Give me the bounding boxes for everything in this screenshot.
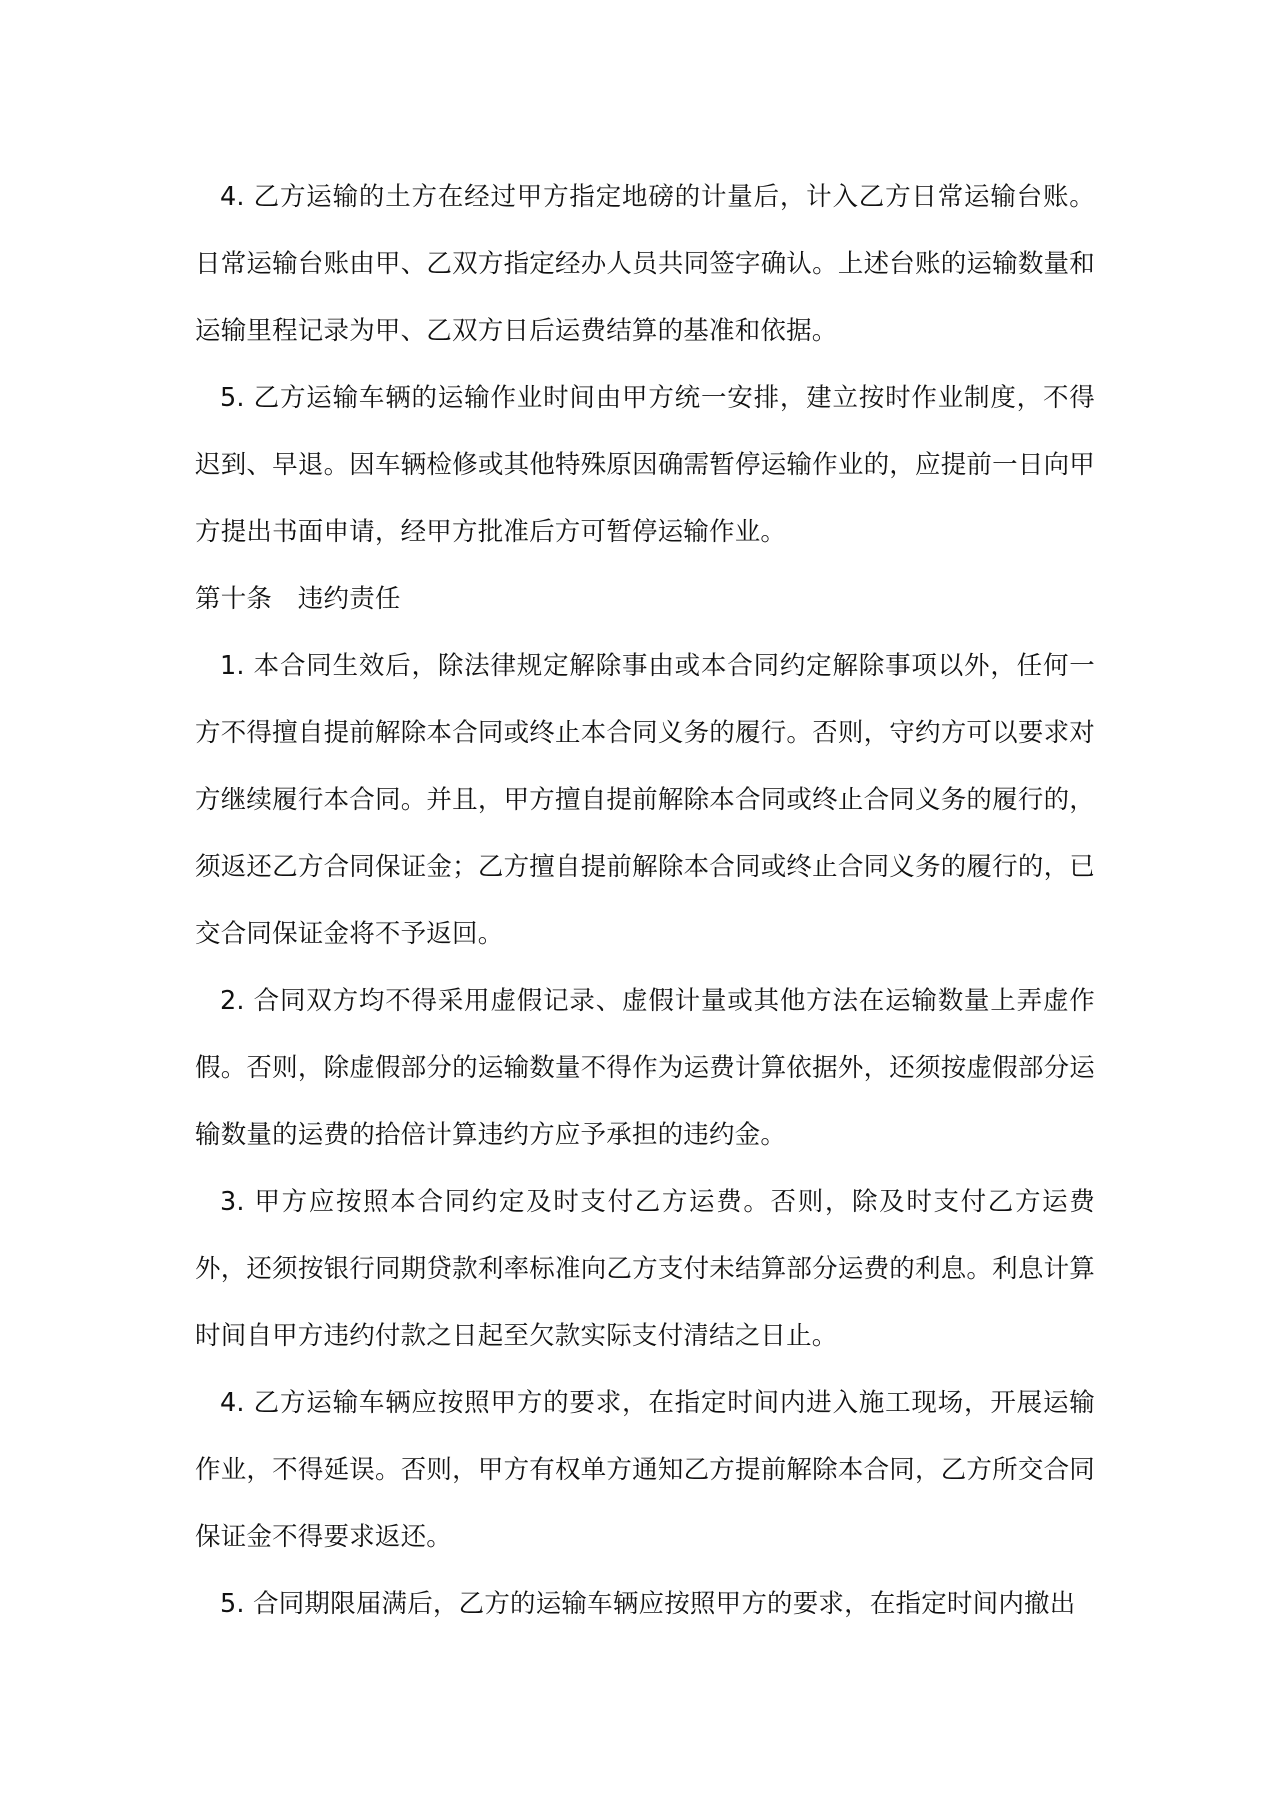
section-heading: 第十条 违约责任: [195, 584, 401, 614]
clause-paragraph: 2. 合同双方均不得采用虚假记录、虚假计量或其他方法在运输数量上弄虚作假。否则，除虚假部分的运输数量不得作为运费计算依据外，还须按虚假部分运输数量的运费的拾倍计算违约方应予承担的违约金。: [195, 986, 1095, 1150]
clause-paragraph: 4. 乙方运输车辆应按照甲方的要求，在指定时间内进入施工现场，开展运输作业，不得延误。否则，甲方有权单方通知乙方提前解除本合同，乙方所交合同保证金不得要求返还。: [195, 1388, 1095, 1552]
clause-paragraph: 5. 乙方运输车辆的运输作业时间由甲方统一安排，建立按时作业制度，不得迟到、早退。因车辆检修或其他特殊原因确需暂停运输作业的，应提前一日向甲方提出书面申请，经甲方批准后方可暂停运输作业。: [195, 383, 1095, 547]
clause-paragraph: 1. 本合同生效后，除法律规定解除事由或本合同约定解除事项以外，任何一方不得擅自提前解除本合同或终止本合同义务的履行。否则，守约方可以要求对方继续履行本合同。并且，甲方擅自提前解除本合同或终止合同义务的履行的，须返还乙方合同保证金；乙方擅自提前解除本合同或终止合同义务的履行的，已交合同保证金将不予返回。: [195, 651, 1095, 949]
clause-paragraph: 5. 合同期限届满后，乙方的运输车辆应按照甲方的要求，在指定时间内撤出: [220, 1589, 1076, 1619]
clause-paragraph: 4. 乙方运输的土方在经过甲方指定地磅的计量后，计入乙方日常运输台账。日常运输台账由甲、乙双方指定经办人员共同签字确认。上述台账的运输数量和运输里程记录为甲、乙双方日后运费结算的基准和依据。: [195, 182, 1095, 346]
document-body: [195, 164, 1095, 1638]
clause-paragraph: 3. 甲方应按照本合同约定及时支付乙方运费。否则，除及时支付乙方运费外，还须按银行同期贷款利率标准向乙方支付未结算部分运费的利息。利息计算时间自甲方违约付款之日起至欠款实际支付清结之日止。: [195, 1187, 1095, 1351]
